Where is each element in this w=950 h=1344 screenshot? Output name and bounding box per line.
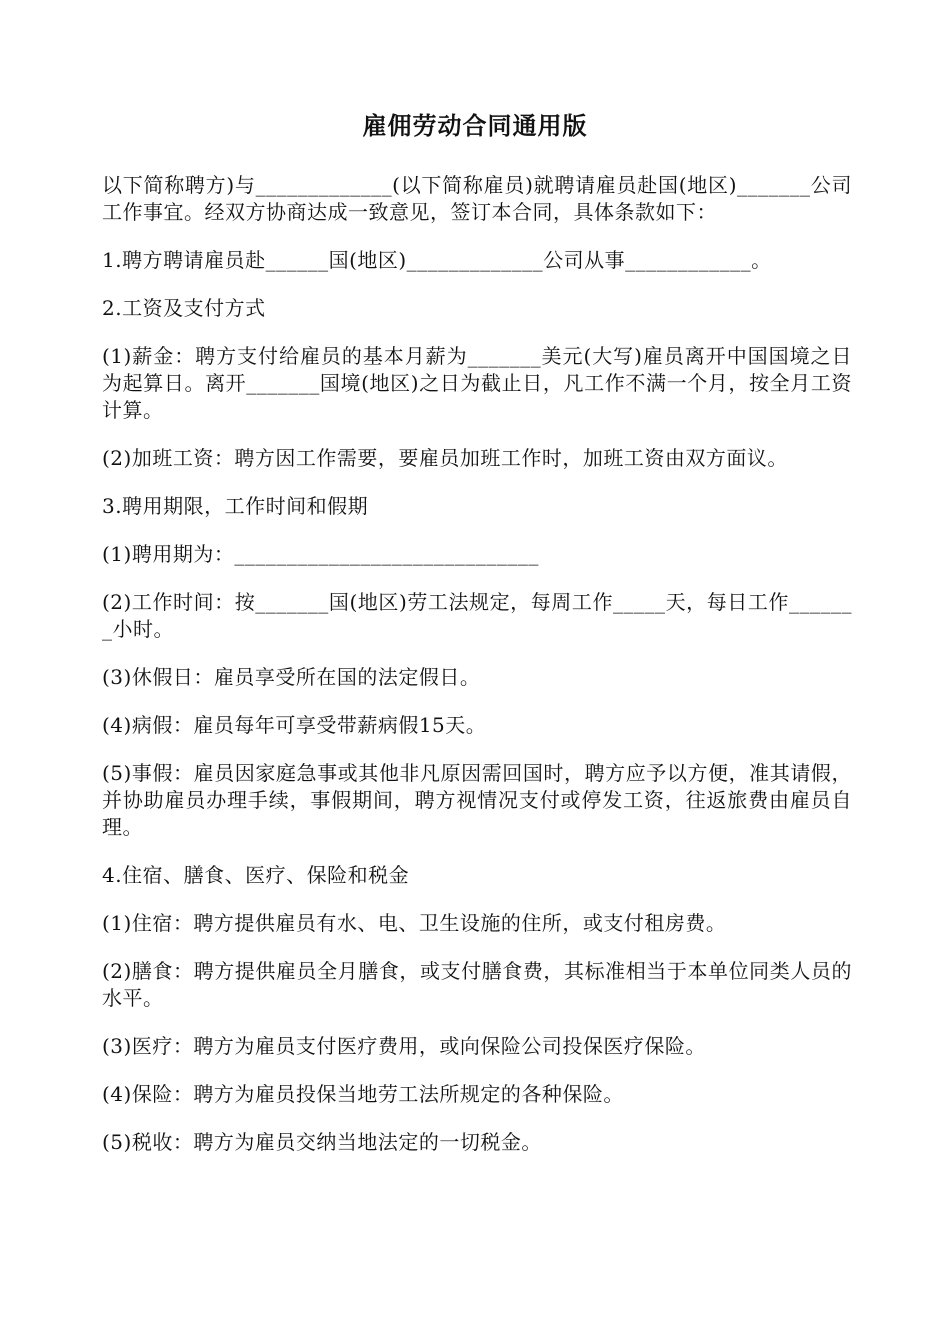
- paragraph-clause-1: 1.聘方聘请雇员赴______国(地区)_____________公司从事____________。: [102, 248, 772, 272]
- paragraph-sick-leave: (4)病假：雇员每年可享受带薪病假15天。: [102, 713, 487, 737]
- heading-wages: 2.工资及支付方式: [102, 296, 266, 320]
- paragraph-intro: 以下简称聘方)与_____________(以下简称雇员)就聘请雇员赴国(地区)_______公司工作事宜。经双方协商达成一致意见，签订本合同，具体条款如下：: [102, 173, 852, 224]
- paragraph-housing: (1)住宿：聘方提供雇员有水、电、卫生设施的住所，或支付租房费。: [102, 911, 727, 935]
- paragraph-insurance: (4)保险：聘方为雇员投保当地劳工法所规定的各种保险。: [102, 1082, 624, 1106]
- paragraph-term: (1)聘用期为：_____________________________: [102, 542, 539, 566]
- paragraph-salary: (1)薪金：聘方支付给雇员的基本月薪为_______美元(大写)雇员离开中国国境之日为起算日。离开_______国境(地区)之日为截止日，凡工作不满一个月，按全月工资计算。: [102, 344, 852, 422]
- paragraph-personal-leave: (5)事假：雇员因家庭急事或其他非凡原因需回国时，聘方应予以方便，准其请假，并协助雇员办理手续，事假期间，聘方视情况支付或停发工资，往返旅费由雇员自理。: [102, 761, 852, 839]
- document-title: 雇佣劳动合同通用版: [362, 112, 588, 140]
- paragraph-work-hours: (2)工作时间：按_______国(地区)劳工法规定，每周工作_____天，每日工作_______小时。: [102, 590, 852, 641]
- paragraph-tax: (5)税收：聘方为雇员交纳当地法定的一切税金。: [102, 1130, 542, 1154]
- paragraph-overtime: (2)加班工资：聘方因工作需要，要雇员加班工作时，加班工资由双方面议。: [102, 446, 788, 470]
- paragraph-medical: (3)医疗：聘方为雇员支付医疗费用，或向保险公司投保医疗保险。: [102, 1034, 706, 1058]
- paragraph-holidays: (3)休假日：雇员享受所在国的法定假日。: [102, 665, 481, 689]
- heading-term: 3.聘用期限，工作时间和假期: [102, 494, 369, 518]
- paragraph-meals: (2)膳食：聘方提供雇员全月膳食，或支付膳食费，其标准相当于本单位同类人员的水平。: [102, 959, 852, 1010]
- document-body: [102, 172, 852, 1177]
- heading-benefits: 4.住宿、膳食、医疗、保险和税金: [102, 863, 410, 887]
